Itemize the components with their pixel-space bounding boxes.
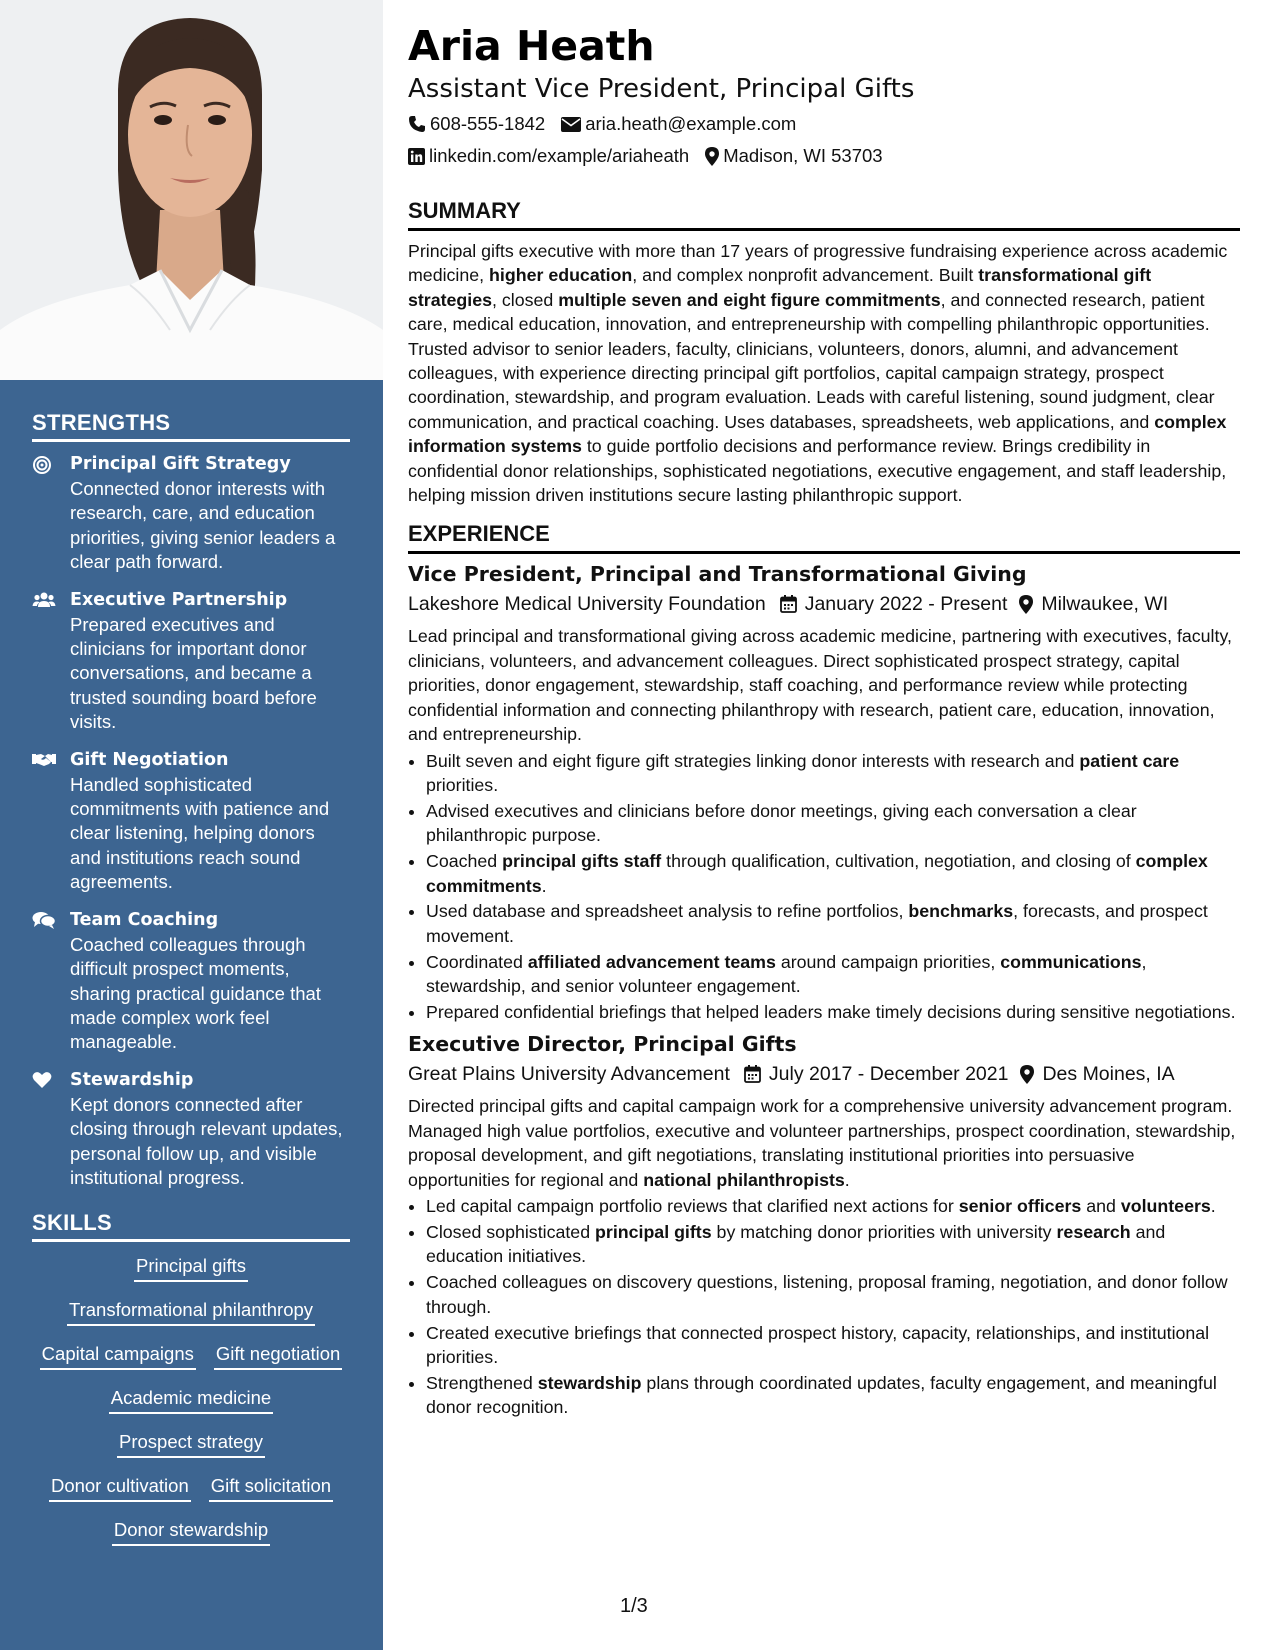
strength-desc: Coached colleagues through difficult prospect moments, sharing practical guidance that made complex work feel manageable. (70, 933, 321, 1053)
target-icon (32, 452, 70, 575)
job-dates: July 2017 - December 2021 (768, 1063, 1009, 1086)
bullet-text: plans through coordinated updates, faculty engagement, and meaningful donor recognition. (426, 1372, 1217, 1418)
strength-desc: Handled sophisticated commitments with patience and clear listening, helping donors and institutions reach sound agreements. (70, 773, 330, 893)
phone-icon (408, 115, 426, 133)
job-description: Lead principal and transformational giving across academic medicine, partnering with executives, faculty, clinicians, volunteers, and advancement colleagues. Direct sophisticated prospect strategy, capital priorities, donor engagement, stewardship, staff coaching, and performance review while protecting confidential information and connecting philanthropy with research, patient care, education, innovation, and entrepreneurship. (408, 626, 1232, 745)
bold-text: research (1056, 1222, 1131, 1242)
handshake-icon (32, 748, 70, 895)
job-org: Lakeshore Medical University Foundation (408, 593, 766, 616)
bold-text: multiple seven and eight figure commitments (558, 289, 941, 310)
summary-fragment: Principal gifts executive with more than 17 years of progressive fundraising experience across academic medicine, (408, 241, 1228, 286)
bullet-text: by matching donor priorities with university (711, 1222, 1057, 1242)
bold-text: patient care (1079, 750, 1180, 771)
bold-text: volunteers (1120, 1196, 1211, 1217)
summary-heading: SUMMARY (408, 198, 1240, 231)
job-bullets (408, 749, 1240, 1025)
strength-title: Principal Gift Strategy (70, 454, 291, 474)
strengths-heading: STRENGTHS (32, 410, 350, 442)
job-org: Great Plains University Advancement (408, 1063, 730, 1086)
contact-row (408, 140, 1240, 172)
strength-title: Stewardship (70, 1069, 194, 1090)
job-bullets (408, 1194, 1240, 1420)
strength-title: Gift Negotiation (70, 749, 229, 770)
bold-text: transformational gift strategies (408, 265, 1152, 310)
bullet-text: Built seven and eight figure gift strategies linking donor interests with research and (426, 750, 1080, 771)
strength-desc: Connected donor interests with research, care, and education priorities, giving senior leaders a clear path forward. (70, 478, 336, 573)
bullet-text: Strengthened (426, 1372, 538, 1393)
candidate-name: Aria Heath (408, 22, 655, 70)
bullet-text: . (541, 875, 547, 896)
bullet-item (426, 1371, 1240, 1420)
location-text: Madison, WI 53703 (723, 145, 883, 166)
bold-text: complex commitments (426, 851, 1208, 896)
calendar-icon (780, 595, 797, 613)
bold-text: affiliated advancement teams (527, 951, 776, 972)
bullet-text: Led capital campaign portfolio reviews that clarified next actions for (426, 1196, 959, 1217)
job-location: Milwaukee, WI (1041, 593, 1169, 616)
calendar-icon (744, 1065, 761, 1083)
heart-icon (32, 1068, 70, 1191)
bullet-text: , forecasts, and prospect movement. (426, 901, 1208, 946)
bold-text: benchmarks (908, 901, 1014, 922)
skill-tag: Principal gifts (134, 1254, 248, 1282)
bullet-text: and (1081, 1196, 1121, 1217)
bullet-text: Coordinated (426, 951, 528, 972)
skill-tag: Academic medicine (109, 1386, 273, 1414)
bullet-item (426, 950, 1240, 999)
map-marker-icon (1019, 595, 1033, 614)
experience-heading: EXPERIENCE (408, 521, 1240, 554)
job-meta (408, 588, 1240, 620)
bullet-text: , stewardship, and senior volunteer engagement. (426, 951, 1147, 997)
skills-heading: SKILLS (32, 1210, 350, 1242)
strength-desc: Kept donors connected after closing through relevant updates, personal follow up, and visible institutional progress. (70, 1093, 343, 1188)
summary-fragment: , closed (492, 289, 559, 310)
bullet-text: Coached (426, 851, 503, 872)
bullet-text: and education initiatives. (426, 1222, 1166, 1267)
bullet-text: Used database and spreadsheet analysis to refine portfolios, (426, 901, 909, 922)
summary-fragment: , and connected research, patient care, medical education, innovation, and entrepreneurship with compelling philanthropic opportunities. Trusted advisor to senior leaders, faculty, clinicians, volunteers, donors, alumni, and advancement colleagues, with experience directing principal gift portfolios, capital campaign strategy, prospect coordination, stewardship, and program evaluation. Leads with careful listening, sound judgment, clear communication, and practical coaching. Uses databases, spreadsheets, web applications, and (408, 289, 1215, 432)
bold-text: stewardship (537, 1372, 642, 1393)
skill-tag: Capital campaigns (40, 1342, 196, 1370)
bullet-item (426, 799, 1240, 848)
bullet-item (426, 1194, 1240, 1218)
phone-number[interactable]: 608-555-1842 (430, 113, 546, 134)
job-dates: January 2022 - Present (804, 593, 1008, 616)
job-location: Des Moines, IA (1042, 1063, 1175, 1086)
job-title: Executive Director, Principal Gifts (408, 1032, 797, 1057)
email-link[interactable]: aria.heath@example.com (585, 113, 797, 134)
profile-photo (0, 0, 383, 380)
bullet-item (426, 1220, 1240, 1269)
map-marker-icon (705, 147, 719, 166)
bold-text: higher education (489, 265, 633, 286)
bullet-text: Coached colleagues on discovery questions, listening, proposal framing, negotiation, and donor follow through. (426, 1272, 1228, 1317)
bullet-item (426, 1321, 1240, 1370)
linkedin-link[interactable]: linkedin.com/example/ariaheath (429, 145, 690, 166)
strength-item (32, 908, 350, 1055)
contact-row (408, 108, 1240, 140)
bold-text: principal gifts staff (502, 851, 662, 872)
page-number: 1/3 (620, 1595, 648, 1617)
job-meta (408, 1058, 1240, 1090)
bullet-text: Advised executives and clinicians before donor meetings, giving each conversation a clear philanthropic purpose. (426, 800, 1137, 846)
description-fragment: . (844, 1169, 850, 1190)
strength-item (32, 588, 350, 735)
description-fragment: Directed principal gifts and capital campaign work for a comprehensive university advancement program. Managed high value portfolios, executive and volunteer partnerships, prospect coordination, stewardship, proposal development, and gift negotiations, translating institutional priorities into persuasive opportunities for regional and (408, 1096, 1236, 1190)
job-title: Vice President, Principal and Transformational Giving (408, 562, 1027, 587)
strength-item (32, 748, 350, 895)
summary-fragment: to guide portfolio decisions and performance review. Brings credibility in confidential donor relationships, sophisticated negotiations, executive engagement, and staff leadership, helping mission driven institutions secure lasting philanthropic support. (408, 436, 1227, 506)
strength-item (32, 1068, 350, 1191)
job-entry (408, 1030, 1240, 1419)
map-marker-icon (1020, 1065, 1034, 1084)
skill-tag: Gift negotiation (214, 1342, 342, 1370)
strength-title: Executive Partnership (70, 589, 288, 610)
bullet-item (426, 1270, 1240, 1319)
bullet-text: Created executive briefings that connected prospect history, capacity, relationships, and institutional priorities. (426, 1322, 1210, 1368)
summary-fragment: , and complex nonprofit advancement. Built (632, 265, 979, 286)
bullet-text: priorities. (426, 774, 499, 795)
envelope-icon (561, 117, 581, 132)
comments-icon (32, 908, 70, 1055)
bold-text: principal gifts (595, 1222, 712, 1242)
users-icon (32, 588, 70, 735)
bold-text: national philanthropists (643, 1169, 845, 1190)
job-entry (408, 560, 1240, 1024)
bullet-item (426, 749, 1240, 798)
skill-tag: Donor cultivation (49, 1474, 191, 1502)
bullet-text: Closed sophisticated (426, 1222, 596, 1242)
main-content (408, 20, 1240, 1421)
strength-title: Team Coaching (70, 909, 219, 930)
bullet-text: through qualification, cultivation, negotiation, and closing of (661, 851, 1136, 872)
bullet-item (426, 899, 1240, 948)
skills-list (32, 1254, 350, 1546)
bullet-item (426, 849, 1240, 898)
skill-tag: Transformational philanthropy (67, 1298, 315, 1326)
strength-desc: Prepared executives and clinicians for important donor conversations, and became a trusted sounding board before visits. (70, 613, 317, 733)
bullet-text: around campaign priorities, (775, 951, 1001, 972)
skill-tag: Prospect strategy (117, 1430, 265, 1458)
bold-text: complex information systems (408, 411, 1227, 457)
skill-tag: Gift solicitation (209, 1474, 333, 1502)
strength-item (32, 452, 350, 575)
candidate-title: Assistant Vice President, Principal Gifts (408, 74, 915, 104)
summary-text (408, 239, 1240, 507)
bold-text: senior officers (958, 1196, 1082, 1217)
sidebar (0, 0, 383, 1650)
linkedin-icon (408, 148, 425, 165)
sidebar-content (32, 410, 350, 1546)
skill-tag: Donor stewardship (112, 1518, 270, 1546)
bullet-text: Prepared confidential briefings that helped leaders make timely decisions during sensitive negotiations. (426, 1002, 1236, 1023)
bullet-text: . (1210, 1196, 1216, 1217)
job-description (408, 1094, 1240, 1192)
bullet-item (426, 1000, 1240, 1024)
bold-text: communications (1000, 951, 1142, 972)
